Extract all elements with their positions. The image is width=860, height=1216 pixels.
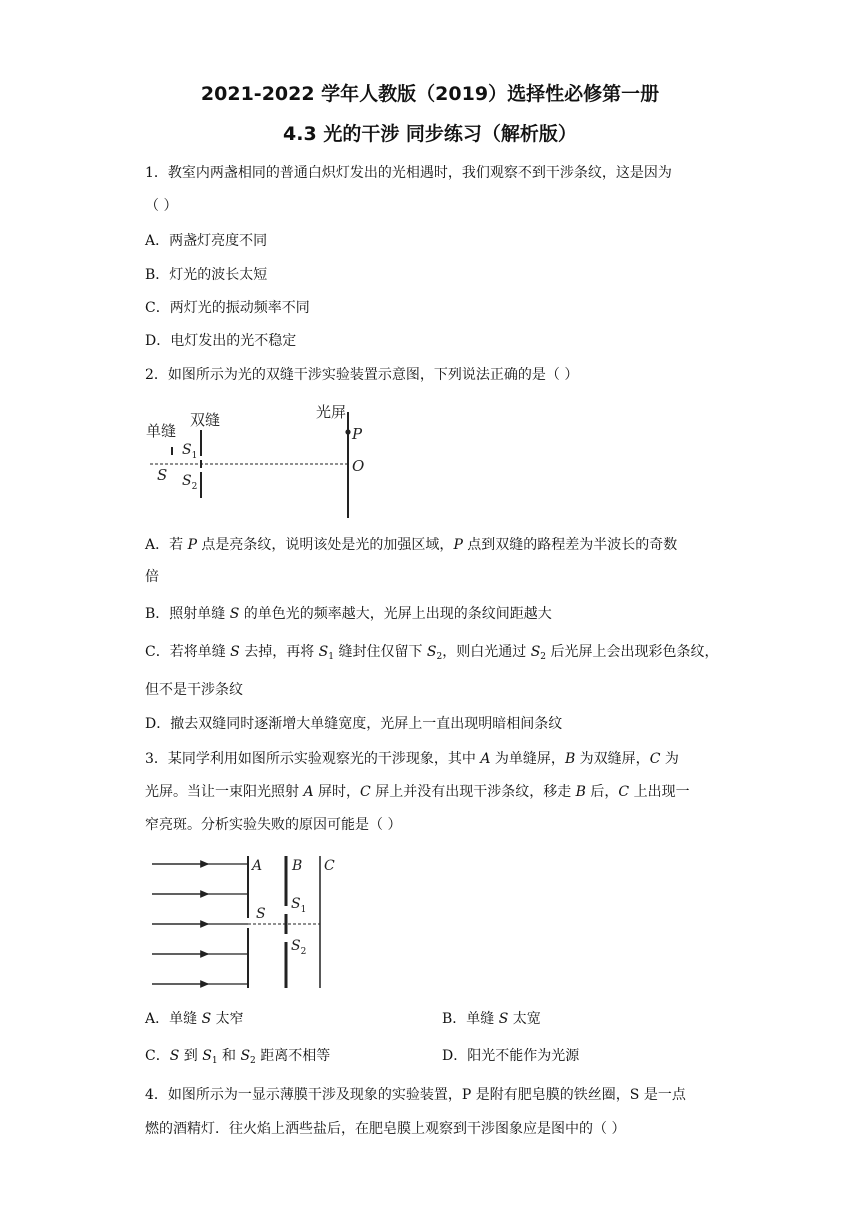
q2-option-c-continued: 但不是干涉条纹: [145, 682, 243, 698]
q2-option-d: D．撤去双缝同时逐渐增大单缝宽度，光屏上一直出现明暗相间条纹: [145, 716, 563, 732]
q2-option-a-continued: 倍: [145, 569, 159, 585]
label-s: S: [256, 906, 266, 922]
q2-option-b: B．照射单缝 S 的单色光的频率越大，光屏上出现的条纹间距越大: [145, 606, 552, 622]
label-p: P: [352, 425, 363, 443]
q1-stem: 1．教室内两盏相同的普通白炽灯发出的光相遇时，我们观察不到干涉条纹，这是因为: [145, 165, 672, 181]
double-slit-label: 双缝: [190, 411, 221, 429]
q4-stem-line1: 4．如图所示为一显示薄膜干涉及现象的实验装置，P 是附有肥皂膜的铁丝圈，S 是一点: [145, 1087, 686, 1103]
q1-option-d: D．电灯发出的光不稳定: [145, 333, 297, 349]
label-s1: $S_1$: [182, 442, 198, 461]
q2-option-c: C．若将单缝 S 去掉，再将 $S_1$ 缝封住仅留下 $S_2$，则白光通过 $S_2$ 后光屏上会出现彩色条纹，: [145, 644, 719, 662]
label-s2: $S_2$: [291, 938, 307, 957]
q3-option-b: B．单缝 S 太宽: [442, 1011, 541, 1027]
q2-option-a: A．若 P 点是亮条纹，说明该处是光的加强区域，P 点到双缝的路程差为半波长的奇数: [145, 537, 678, 553]
screen-label: 光屏: [316, 403, 347, 421]
point-p: [345, 429, 350, 434]
label-s: S: [157, 466, 168, 484]
q1-option-b: B．灯光的波长太短: [145, 267, 268, 283]
q3-stem-line1: 3．某同学利用如图所示实验观察光的干涉现象，其中 A 为单缝屏，B 为双缝屏，C 为: [145, 751, 679, 767]
q1-option-c: C．两灯光的振动频率不同: [145, 300, 310, 316]
document-title: 2021-2022 学年人教版（2019）选择性必修第一册: [200, 83, 660, 105]
label-s1: $S_1$: [291, 896, 307, 915]
q3-option-d: D．阳光不能作为光源: [442, 1048, 580, 1064]
q2-stem: 2．如图所示为光的双缝干涉实验装置示意图，下列说法正确的是（ ）: [145, 367, 579, 383]
q3-stem-line3: 窄亮斑。分析实验失败的原因可能是（ ）: [145, 817, 402, 833]
q4-stem-line2: 燃的酒精灯．往火焰上洒些盐后，在肥皂膜上观察到干涉图象应是图中的（ ）: [145, 1121, 626, 1137]
q1-option-a: A．两盏灯亮度不同: [145, 233, 268, 249]
label-o: O: [352, 457, 365, 475]
document-subtitle: 4.3 光的干涉 同步练习（解析版）: [283, 123, 577, 145]
single-slit-label: 单缝: [146, 422, 177, 440]
q3-stem-line2: 光屏。当让一束阳光照射 A 屏时，C 屏上并没有出现干涉条纹，移走 B 后，C 上出现一: [145, 784, 690, 800]
q3-option-c: C．S 到 $S_1$ 和 $S_2$ 距离不相等: [145, 1048, 331, 1066]
label-s2: $S_2$: [182, 473, 198, 492]
sunlight-slit-diagram: [150, 850, 350, 990]
label-a: A: [252, 858, 263, 874]
label-b: B: [292, 858, 303, 874]
double-slit-diagram: [140, 398, 380, 523]
q3-option-a: A．单缝 S 太窄: [145, 1011, 244, 1027]
q1-stem-paren: （ ）: [145, 198, 178, 214]
label-c: C: [324, 858, 335, 874]
